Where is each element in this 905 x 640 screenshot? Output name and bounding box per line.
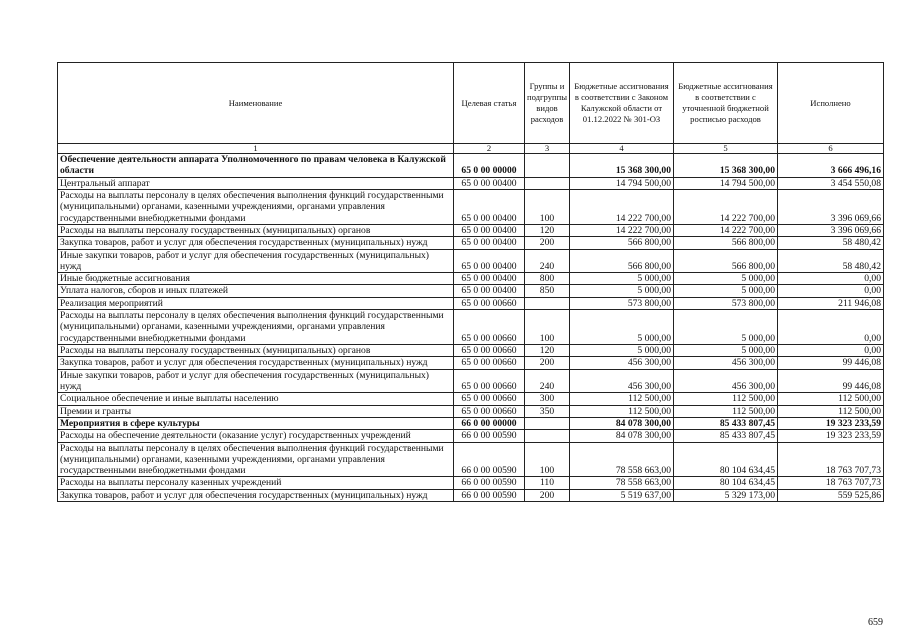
row-name: Закупка товаров, работ и услуг для обеспечения государственных (муниципальных) нужд [58,489,454,501]
row-target-code: 65 0 00 00660 [454,393,525,405]
row-group-code: 850 [525,285,570,297]
row-law-amount: 5 519 637,00 [570,489,674,501]
column-number-row [58,144,884,154]
row-refined-amount: 566 800,00 [674,249,778,273]
table-body [58,144,884,502]
row-law-amount: 5 000,00 [570,285,674,297]
row-executed-amount: 3 396 069,66 [778,189,884,224]
row-refined-amount: 573 800,00 [674,297,778,309]
row-refined-amount: 5 329 173,00 [674,489,778,501]
row-refined-amount: 14 222 700,00 [674,224,778,236]
row-law-amount: 112 500,00 [570,405,674,417]
row-executed-amount: 112 500,00 [778,405,884,417]
table-row [58,297,884,309]
row-target-code: 65 0 00 00400 [454,177,525,189]
row-name: Иные закупки товаров, работ и услуг для обеспечения государственных (муниципальных) нужд [58,249,454,273]
column-number: 1 [58,144,454,154]
row-name: Закупка товаров, работ и услуг для обеспечения государственных (муниципальных) нужд [58,237,454,249]
row-executed-amount: 58 480,42 [778,249,884,273]
row-refined-amount: 112 500,00 [674,393,778,405]
row-law-amount: 14 222 700,00 [570,189,674,224]
row-name: Социальное обеспечение и иные выплаты населению [58,393,454,405]
table-row [58,369,884,393]
row-group-code: 240 [525,369,570,393]
row-group-code [525,154,570,178]
row-name: Расходы на обеспечение деятельности (оказание услуг) государственных учреждений [58,430,454,442]
header-refined: Бюджетные ассигнования в соответствии с уточненной бюджетной росписью расходов [674,63,778,144]
row-target-code: 65 0 00 00660 [454,357,525,369]
table-row [58,177,884,189]
row-target-code: 65 0 00 00660 [454,345,525,357]
row-refined-amount: 5 000,00 [674,273,778,285]
row-name: Расходы на выплаты персоналу государственных (муниципальных) органов [58,345,454,357]
row-target-code: 65 0 00 00400 [454,285,525,297]
table-row [58,273,884,285]
budget-table [57,62,884,502]
row-name: Расходы на выплаты персоналу в целях обеспечения выполнения функций государственными (муниципальными) органами, казенными учреждениями, органами управления государственными внебюджетными фондами [58,189,454,224]
row-executed-amount: 19 323 233,59 [778,430,884,442]
header-target: Целевая статья [454,63,525,144]
table-row [58,237,884,249]
column-number: 4 [570,144,674,154]
row-group-code: 800 [525,273,570,285]
row-group-code: 200 [525,489,570,501]
row-group-code: 110 [525,477,570,489]
row-group-code: 100 [525,442,570,477]
row-target-code: 65 0 00 00660 [454,297,525,309]
row-refined-amount: 5 000,00 [674,310,778,345]
row-executed-amount: 3 666 496,16 [778,154,884,178]
row-executed-amount: 3 396 069,66 [778,224,884,236]
row-executed-amount: 18 763 707,73 [778,442,884,477]
row-refined-amount: 112 500,00 [674,405,778,417]
row-group-code: 120 [525,224,570,236]
row-name: Мероприятия в сфере культуры [58,417,454,429]
row-law-amount: 5 000,00 [570,345,674,357]
row-target-code: 66 0 00 00590 [454,442,525,477]
row-name: Иные закупки товаров, работ и услуг для обеспечения государственных (муниципальных) нужд [58,369,454,393]
row-refined-amount: 85 433 807,45 [674,430,778,442]
row-refined-amount: 14 794 500,00 [674,177,778,189]
row-group-code: 200 [525,237,570,249]
row-group-code [525,430,570,442]
row-group-code: 120 [525,345,570,357]
row-target-code: 65 0 00 00400 [454,224,525,236]
row-group-code [525,417,570,429]
row-name: Уплата налогов, сборов и иных платежей [58,285,454,297]
table-row [58,489,884,501]
row-target-code: 66 0 00 00590 [454,489,525,501]
row-target-code: 65 0 00 00400 [454,237,525,249]
row-law-amount: 14 222 700,00 [570,224,674,236]
row-law-amount: 5 000,00 [570,273,674,285]
row-group-code: 100 [525,189,570,224]
row-executed-amount: 0,00 [778,345,884,357]
row-law-amount: 78 558 663,00 [570,477,674,489]
header-group: Группы и подгруппы видов расходов [525,63,570,144]
row-law-amount: 84 078 300,00 [570,430,674,442]
row-target-code: 65 0 00 00660 [454,369,525,393]
row-group-code [525,297,570,309]
row-refined-amount: 5 000,00 [674,285,778,297]
row-refined-amount: 566 800,00 [674,237,778,249]
row-refined-amount: 80 104 634,45 [674,442,778,477]
header-name: Наименование [58,63,454,144]
row-law-amount: 566 800,00 [570,249,674,273]
table-row [58,189,884,224]
table-row [58,310,884,345]
row-executed-amount: 559 525,86 [778,489,884,501]
row-target-code: 66 0 00 00000 [454,417,525,429]
row-name: Закупка товаров, работ и услуг для обеспечения государственных (муниципальных) нужд [58,357,454,369]
row-name: Расходы на выплаты персоналу в целях обеспечения выполнения функций государственными (муниципальными) органами, казенными учреждениями, органами управления государственными внебюджетными фондами [58,442,454,477]
table-row [58,285,884,297]
row-target-code: 65 0 00 00400 [454,189,525,224]
row-law-amount: 84 078 300,00 [570,417,674,429]
row-name: Расходы на выплаты персоналу государственных (муниципальных) органов [58,224,454,236]
row-executed-amount: 19 323 233,59 [778,417,884,429]
row-group-code: 240 [525,249,570,273]
row-executed-amount: 0,00 [778,273,884,285]
row-name: Премии и гранты [58,405,454,417]
row-target-code: 65 0 00 00400 [454,249,525,273]
row-group-code: 350 [525,405,570,417]
table-row [58,477,884,489]
row-target-code: 65 0 00 00000 [454,154,525,178]
table-row [58,405,884,417]
table-header [58,63,884,144]
row-group-code: 200 [525,357,570,369]
table-row [58,417,884,429]
row-executed-amount: 112 500,00 [778,393,884,405]
column-number: 3 [525,144,570,154]
row-law-amount: 456 300,00 [570,369,674,393]
row-law-amount: 112 500,00 [570,393,674,405]
row-target-code: 66 0 00 00590 [454,430,525,442]
table-row [58,224,884,236]
header-executed: Исполнено [778,63,884,144]
row-target-code: 66 0 00 00590 [454,477,525,489]
row-refined-amount: 80 104 634,45 [674,477,778,489]
row-name: Центральный аппарат [58,177,454,189]
row-law-amount: 456 300,00 [570,357,674,369]
table-row [58,249,884,273]
row-target-code: 65 0 00 00660 [454,310,525,345]
row-name: Иные бюджетные ассигнования [58,273,454,285]
row-executed-amount: 18 763 707,73 [778,477,884,489]
row-name: Реализация мероприятий [58,297,454,309]
table-row [58,393,884,405]
table-row [58,154,884,178]
row-executed-amount: 99 446,08 [778,369,884,393]
row-group-code: 100 [525,310,570,345]
row-executed-amount: 3 454 550,08 [778,177,884,189]
table-row [58,357,884,369]
row-executed-amount: 0,00 [778,285,884,297]
row-group-code: 300 [525,393,570,405]
row-law-amount: 5 000,00 [570,310,674,345]
row-law-amount: 14 794 500,00 [570,177,674,189]
row-refined-amount: 456 300,00 [674,357,778,369]
row-law-amount: 573 800,00 [570,297,674,309]
row-refined-amount: 456 300,00 [674,369,778,393]
table-row [58,430,884,442]
row-target-code: 65 0 00 00660 [454,405,525,417]
row-name: Расходы на выплаты персоналу казенных учреждений [58,477,454,489]
row-name: Расходы на выплаты персоналу в целях обеспечения выполнения функций государственными (муниципальными) органами, казенными учреждениями, органами управления государственными внебюджетными фондами [58,310,454,345]
row-executed-amount: 0,00 [778,310,884,345]
table-row [58,345,884,357]
row-refined-amount: 15 368 300,00 [674,154,778,178]
table-row [58,442,884,477]
row-name: Обеспечение деятельности аппарата Уполномоченного по правам человека в Калужской области [58,154,454,178]
row-refined-amount: 5 000,00 [674,345,778,357]
header-law: Бюджетные ассигнования в соответствии с Законом Калужской области от 01.12.2022 № 301-ОЗ [570,63,674,144]
row-law-amount: 78 558 663,00 [570,442,674,477]
row-law-amount: 566 800,00 [570,237,674,249]
row-target-code: 65 0 00 00400 [454,273,525,285]
row-refined-amount: 14 222 700,00 [674,189,778,224]
column-number: 5 [674,144,778,154]
row-group-code [525,177,570,189]
row-executed-amount: 211 946,08 [778,297,884,309]
row-executed-amount: 99 446,08 [778,357,884,369]
row-law-amount: 15 368 300,00 [570,154,674,178]
page-number: 659 [868,617,883,628]
column-number: 2 [454,144,525,154]
row-executed-amount: 58 480,42 [778,237,884,249]
column-number: 6 [778,144,884,154]
row-refined-amount: 85 433 807,45 [674,417,778,429]
